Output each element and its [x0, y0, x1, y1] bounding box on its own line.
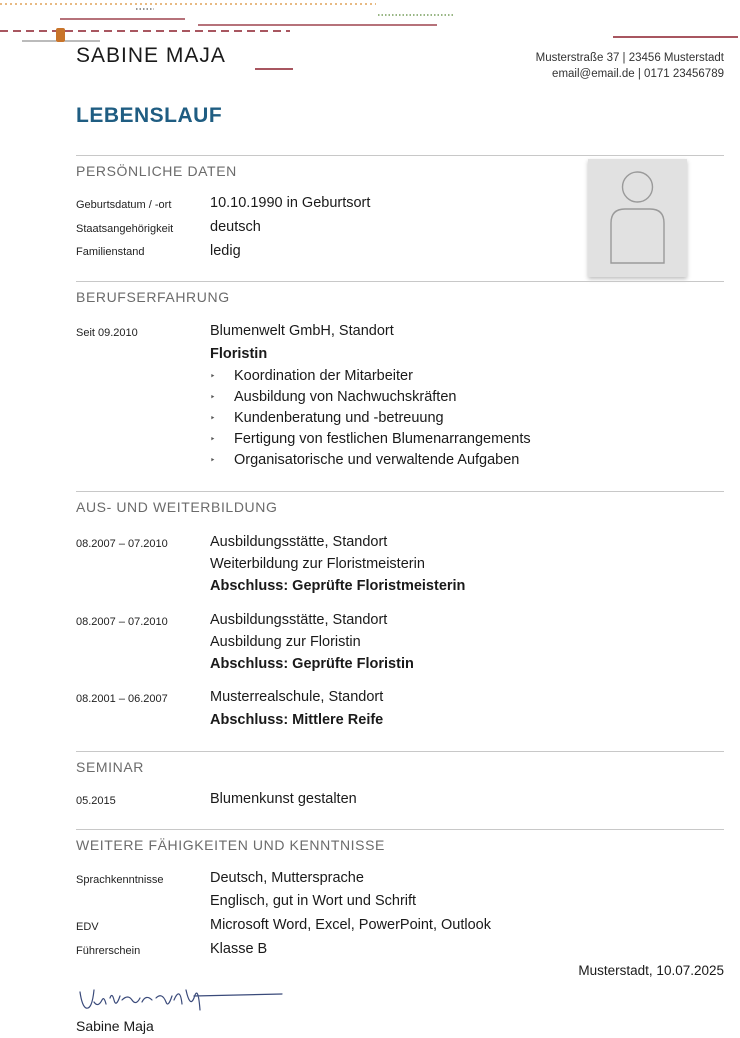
education-school: Ausbildungsstätte, Standort	[210, 612, 388, 628]
page-title: LEBENSLAUF	[76, 104, 223, 127]
education-school: Musterrealschule, Standort	[210, 689, 384, 705]
section-heading-skills: WEITERE FÄHIGKEITEN UND KENNTNISSE	[76, 837, 385, 853]
bullet-icon: ‣	[210, 392, 216, 402]
bullet-icon: ‣	[210, 371, 216, 381]
section-divider	[76, 281, 724, 282]
person-icon	[588, 159, 687, 277]
applicant-name: SABINE MAJA	[76, 44, 226, 67]
section-heading-personal: PERSÖNLICHE DATEN	[76, 163, 237, 179]
experience-task: Organisatorische und verwaltende Aufgaben	[234, 452, 520, 468]
handwritten-signature	[76, 978, 291, 1018]
experience-task: Koordination der Mitarbeiter	[234, 368, 413, 384]
experience-task: Kundenberatung und -betreuung	[234, 410, 444, 426]
education-degree: Abschluss: Geprüfte Floristmeisterin	[210, 578, 466, 594]
contact-line: email@email.de | 0171 23456789	[552, 68, 724, 80]
section-divider	[76, 829, 724, 830]
bullet-icon: ‣	[210, 455, 216, 465]
education-date: 08.2001 – 06.2007	[76, 693, 168, 705]
label-birth: Geburtsdatum / -ort	[76, 199, 172, 211]
section-divider	[76, 491, 724, 492]
section-heading-education: AUS- UND WEITERBILDUNG	[76, 499, 278, 515]
contact-block	[536, 50, 724, 82]
education-date: 08.2007 – 07.2010	[76, 538, 168, 550]
label-license: Führerschein	[76, 945, 141, 957]
experience-role: Floristin	[210, 346, 268, 362]
experience-company: Blumenwelt GmbH, Standort	[210, 323, 394, 339]
section-heading-seminar: SEMINAR	[76, 759, 144, 775]
signer-name: Sabine Maja	[76, 1018, 154, 1034]
value-edv: Microsoft Word, Excel, PowerPoint, Outlook	[210, 917, 491, 933]
label-marital-status: Familienstand	[76, 246, 145, 258]
section-divider	[76, 155, 724, 156]
label-nationality: Staatsangehörigkeit	[76, 223, 174, 235]
profile-photo-placeholder	[588, 159, 687, 277]
experience-date: Seit 09.2010	[76, 327, 138, 339]
seminar-value: Blumenkunst gestalten	[210, 791, 357, 807]
education-degree: Abschluss: Geprüfte Floristin	[210, 656, 414, 672]
value-birth: 10.10.1990 in Geburtsort	[210, 195, 371, 211]
address-line: Musterstraße 37 | 23456 Musterstadt	[535, 52, 724, 64]
value-language: Englisch, gut in Wort und Schrift	[210, 893, 417, 909]
section-divider	[76, 751, 724, 752]
education-school: Ausbildungsstätte, Standort	[210, 534, 388, 550]
seminar-date: 05.2015	[76, 795, 116, 807]
value-nationality: deutsch	[210, 219, 261, 235]
value-license: Klasse B	[210, 941, 268, 957]
header-decoration	[0, 0, 740, 50]
date-place: Musterstadt, 10.07.2025	[578, 963, 724, 978]
education-degree: Abschluss: Mittlere Reife	[210, 712, 384, 728]
section-heading-experience: BERUFSERFAHRUNG	[76, 289, 230, 305]
value-language: Deutsch, Muttersprache	[210, 870, 364, 886]
bullet-icon: ‣	[210, 434, 216, 444]
experience-task: Fertigung von festlichen Blumenarrangements	[234, 431, 531, 447]
bullet-icon: ‣	[210, 413, 216, 423]
value-marital-status: ledig	[210, 243, 241, 259]
education-course: Ausbildung zur Floristin	[210, 634, 361, 650]
experience-task: Ausbildung von Nachwuchskräften	[234, 389, 457, 405]
name-underline-decoration	[255, 67, 295, 71]
label-languages: Sprachkenntnisse	[76, 874, 164, 886]
label-edv: EDV	[76, 921, 99, 933]
education-course: Weiterbildung zur Floristmeisterin	[210, 556, 425, 572]
education-date: 08.2007 – 07.2010	[76, 616, 168, 628]
